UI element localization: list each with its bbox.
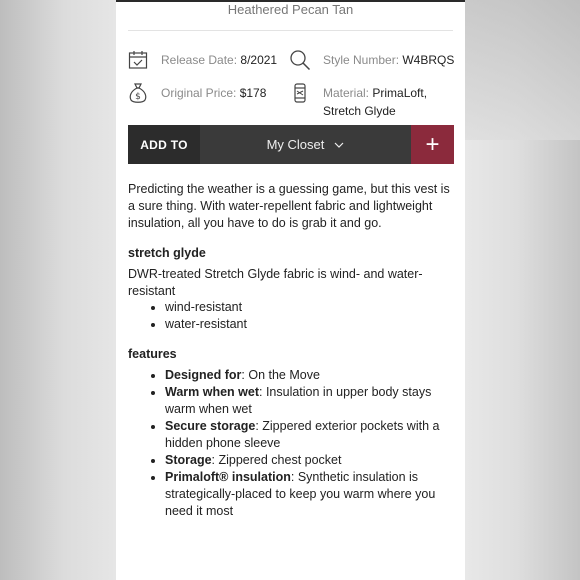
list-item	[128, 384, 454, 418]
material-label: Material:	[323, 86, 373, 100]
feature-text: : Synthetic insulation is strategically-placed to keep you warm where you need it most	[165, 470, 436, 518]
add-to-label: ADD TO	[128, 125, 200, 164]
stretch-glyde-text: DWR-treated Stretch Glyde fabric is wind- and water-resistant	[128, 267, 423, 298]
feature-title: Warm when wet	[165, 385, 259, 399]
style-number-label: Style Number:	[323, 53, 403, 67]
material	[323, 84, 427, 120]
material-value-line1: PrimaLoft,	[372, 86, 428, 100]
stretch-glyde-list	[128, 299, 454, 333]
list-item	[128, 367, 454, 384]
background-right	[465, 0, 580, 580]
material-value-line2: Stretch Glyde	[323, 104, 396, 118]
closet-dropdown-label: My Closet	[266, 137, 325, 152]
release-date-label: Release Date:	[161, 53, 241, 67]
feature-title: Primaloft® insulation	[165, 470, 291, 484]
list-item: water-resistant	[128, 316, 454, 333]
money-bag-icon	[128, 82, 148, 104]
feature-text: : Zippered exterior pockets with a hidden phone sleeve	[165, 419, 440, 450]
feature-title: Designed for	[165, 368, 242, 382]
background-left	[0, 0, 116, 580]
add-button[interactable]: +	[411, 125, 454, 164]
svg-text:$: $	[135, 92, 141, 102]
background-shade	[465, 0, 580, 140]
list-item	[128, 469, 454, 520]
feature-title: Storage	[165, 453, 212, 467]
stretch-glyde-heading: stretch glyde	[128, 246, 206, 260]
feature-text: : On the Move	[241, 368, 320, 382]
original-price-value: $178	[239, 86, 267, 100]
style-number	[323, 51, 454, 69]
features-list	[128, 367, 454, 520]
product-detail-panel	[116, 0, 465, 580]
feature-title: Secure storage	[165, 419, 256, 433]
list-item	[128, 418, 454, 452]
fabric-spool-icon	[293, 83, 307, 103]
search-icon	[289, 49, 311, 71]
closet-dropdown[interactable]	[200, 125, 411, 164]
list-item	[128, 452, 454, 469]
feature-text: : Zippered chest pocket	[211, 453, 342, 467]
section-divider	[128, 30, 453, 31]
product-color-name: Heathered Pecan Tan	[227, 2, 354, 17]
features-heading: features	[128, 347, 177, 361]
original-price	[161, 84, 266, 102]
feature-text: : Insulation in upper body stays warm when wet	[165, 385, 432, 416]
release-date-value: 8/2021	[240, 53, 278, 67]
list-item: wind-resistant	[128, 299, 454, 316]
release-date	[161, 51, 277, 69]
style-number-value: W4BRQS	[402, 53, 455, 67]
calendar-icon	[128, 50, 148, 70]
product-description: Predicting the weather is a guessing game, but this vest is a sure thing. With water-repellent fabric and lightweight insulation, all you have to do is grab it and go.	[128, 182, 450, 230]
original-price-label: Original Price:	[161, 86, 240, 100]
chevron-down-icon	[334, 142, 344, 148]
add-to-closet-bar	[128, 125, 454, 164]
